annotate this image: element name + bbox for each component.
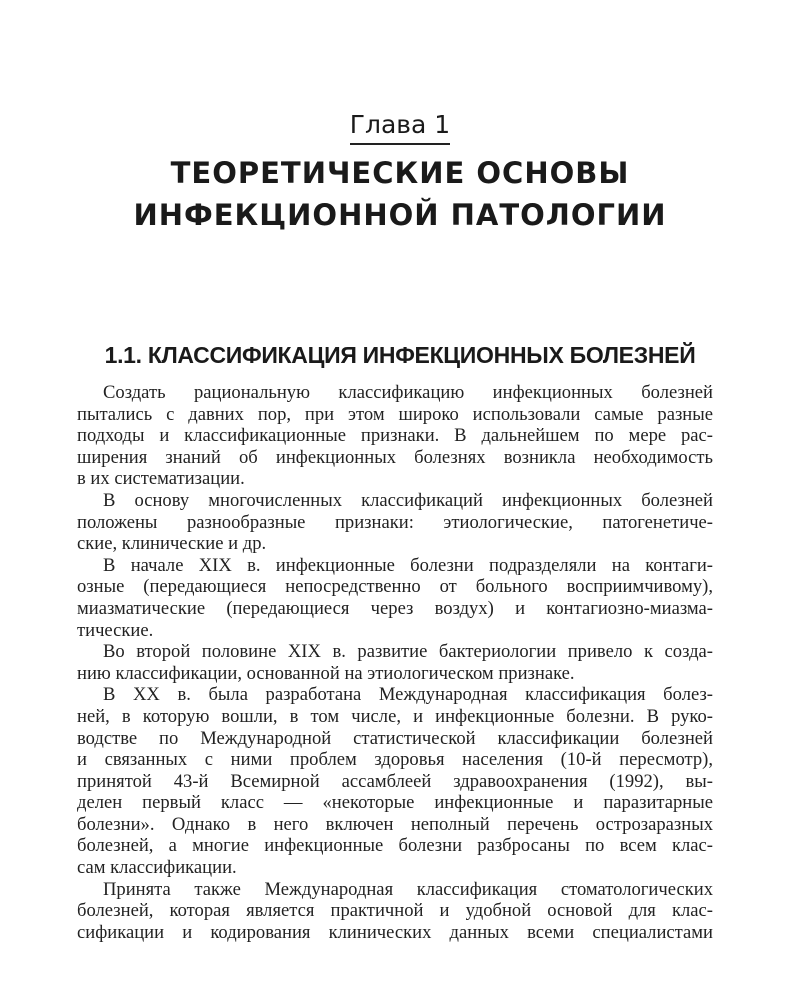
- chapter-label: [0, 110, 800, 145]
- text-line: В XX в. была разработана Международная классификация болез-: [103, 684, 713, 706]
- text-line: болезней, а многие инфекционные болезни разбросаны по всем клас-: [77, 835, 713, 857]
- text-line: положены разнообразные признаки: этиологические, патогенетиче-: [77, 511, 713, 533]
- text-line: сам классификации.: [77, 857, 237, 879]
- text-line: принятой 43-й Всемирной ассамблеей здравоохранения (1992), вы-: [77, 770, 713, 792]
- chapter-title-line: ИНФЕКЦИОННОЙ ПАТОЛОГИИ: [133, 198, 667, 232]
- chapter-title: [0, 152, 800, 236]
- text-line: озные (передающиеся непосредственно от больного восприимчивому),: [77, 576, 713, 598]
- text-line: Во второй половине XIX в. развитие бактериологии привело к созда-: [103, 641, 713, 663]
- text-line: ней, в которую вошли, в том числе, и инфекционные болезни. В руко-: [77, 705, 713, 727]
- text-line: Создать рациональную классификацию инфекционных болезней: [103, 382, 713, 403]
- text-line: тические.: [77, 619, 154, 641]
- text-line: в их систематизации.: [77, 468, 245, 490]
- text-line: делен первый класс — «некоторые инфекционные и паразитарные: [77, 792, 713, 814]
- text-line: ширения знаний об инфекционных болезнях возникла необходимость: [77, 446, 713, 468]
- text-line: и связанных с ними проблем здоровья населения (10-й пересмотр),: [77, 749, 713, 771]
- text-line: болезни». Однако в него включен неполный перечень острозаразных: [77, 813, 713, 835]
- text-line: пытались с давних пор, при этом широко использовали самые разные: [77, 403, 713, 425]
- text-line: подходы и классификационные признаки. В дальнейшем по мере рас-: [77, 425, 713, 447]
- text-line: миазматические (передающиеся через воздух) и контагиозно-миазма-: [77, 597, 713, 619]
- text-line: сификации и кодирования клинических данных всеми специалистами: [77, 921, 713, 943]
- section-title: 1.1. КЛАССИФИКАЦИЯ ИНФЕКЦИОННЫХ БОЛЕЗНЕЙ: [104, 342, 696, 368]
- body-text: [77, 382, 713, 943]
- text-line: ские, клинические и др.: [77, 533, 267, 555]
- text-line: нию классификации, основанной на этиологическом признаке.: [77, 662, 575, 684]
- chapter-title-line: ТЕОРЕТИЧЕСКИЕ ОСНОВЫ: [170, 156, 630, 190]
- text-line: водстве по Международной статистической классификации болезней: [77, 727, 713, 749]
- text-line: Принята также Международная классификация стоматологических: [103, 878, 713, 900]
- text-line: болезней, которая является практичной и удобной основой для клас-: [77, 900, 713, 922]
- text-line: В начале XIX в. инфекционные болезни подразделяли на контаги-: [103, 554, 713, 576]
- chapter-label-text: Глава 1: [350, 110, 450, 145]
- text-line: В основу многочисленных классификаций инфекционных болезней: [103, 489, 713, 511]
